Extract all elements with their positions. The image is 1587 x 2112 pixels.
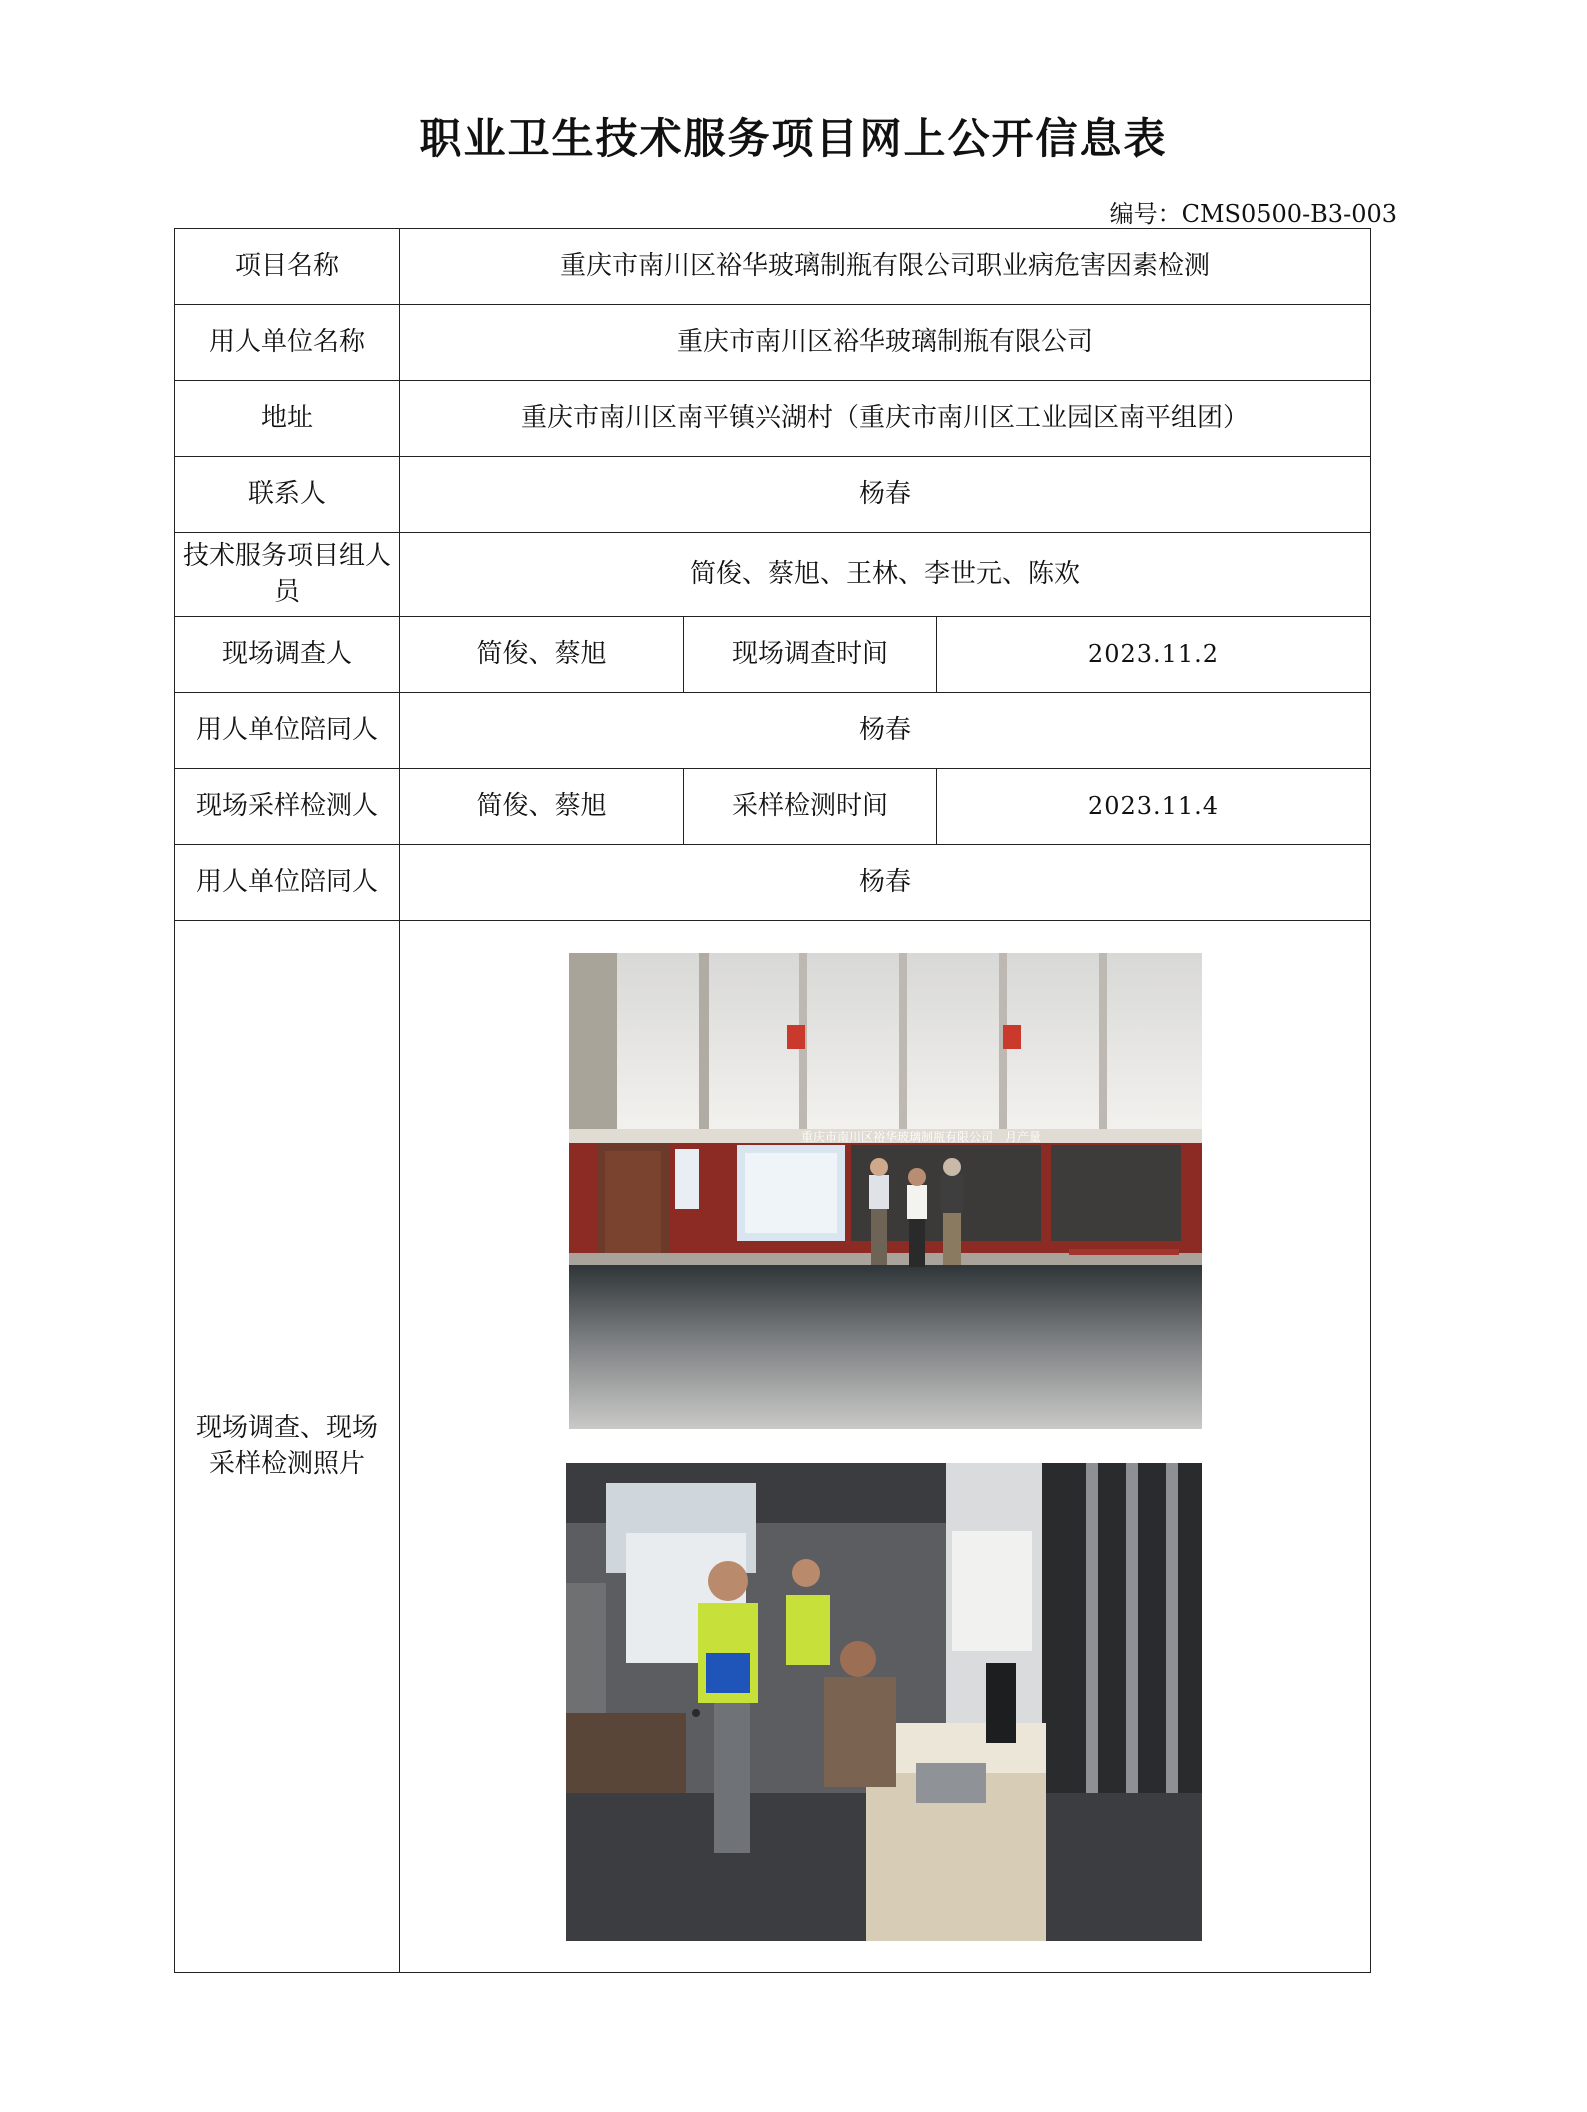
document-code: 编号：CMS0500-B3-003: [1109, 200, 1397, 228]
document-title: 职业卫生技术服务项目网上公开信息表: [419, 114, 1168, 163]
row-sampling: [175, 769, 1371, 845]
row-survey-escort: [175, 693, 1371, 769]
label-survey-escort: 用人单位陪同人: [175, 693, 400, 769]
value-contact: 杨春: [400, 457, 1371, 533]
label-address: 地址: [175, 381, 400, 457]
photo-site-survey-image: [569, 953, 1202, 1429]
row-photos: [175, 921, 1371, 1973]
value-employer-name: 重庆市南川区裕华玻璃制瓶有限公司: [400, 305, 1371, 381]
value-sampling-escort: 杨春: [400, 845, 1371, 921]
value-survey: 简俊、蔡旭: [400, 617, 684, 693]
photo-sampling: [566, 1463, 1202, 1941]
row-employer-name: [175, 305, 1371, 381]
label-project-name: 项目名称: [175, 229, 400, 305]
value-project-name: 重庆市南川区裕华玻璃制瓶有限公司职业病危害因素检测: [400, 229, 1371, 305]
value-sampling: 简俊、蔡旭: [400, 769, 684, 845]
row-contact: [175, 457, 1371, 533]
label-survey: 现场调查人: [175, 617, 400, 693]
value-sampling-time: 2023.11.4: [937, 769, 1371, 845]
photo-banner-text: 重庆市南川区裕华玻璃制瓶有限公司 月产量: [800, 1130, 1042, 1144]
label-team: 技术服务项目组人员: [175, 533, 400, 617]
label-sampling-escort: 用人单位陪同人: [175, 845, 400, 921]
photo-sampling-image: [566, 1463, 1202, 1941]
label-employer-name: 用人单位名称: [175, 305, 400, 381]
photos-cell: [400, 921, 1371, 1973]
info-table: [174, 228, 1371, 1973]
value-team: 简俊、蔡旭、王林、李世元、陈欢: [400, 533, 1371, 617]
label-survey-time: 现场调查时间: [684, 617, 937, 693]
label-photos: 现场调查、现场采样检测照片: [175, 921, 400, 1973]
label-sampling-time: 采样检测时间: [684, 769, 937, 845]
row-address: [175, 381, 1371, 457]
row-sampling-escort: [175, 845, 1371, 921]
row-team: [175, 533, 1371, 617]
label-sampling: 现场采样检测人: [175, 769, 400, 845]
row-project-name: [175, 229, 1371, 305]
photo-site-survey: [569, 953, 1202, 1429]
value-address: 重庆市南川区南平镇兴湖村（重庆市南川区工业园区南平组团）: [400, 381, 1371, 457]
value-survey-escort: 杨春: [400, 693, 1371, 769]
value-survey-time: 2023.11.2: [937, 617, 1371, 693]
label-contact: 联系人: [175, 457, 400, 533]
row-survey: [175, 617, 1371, 693]
